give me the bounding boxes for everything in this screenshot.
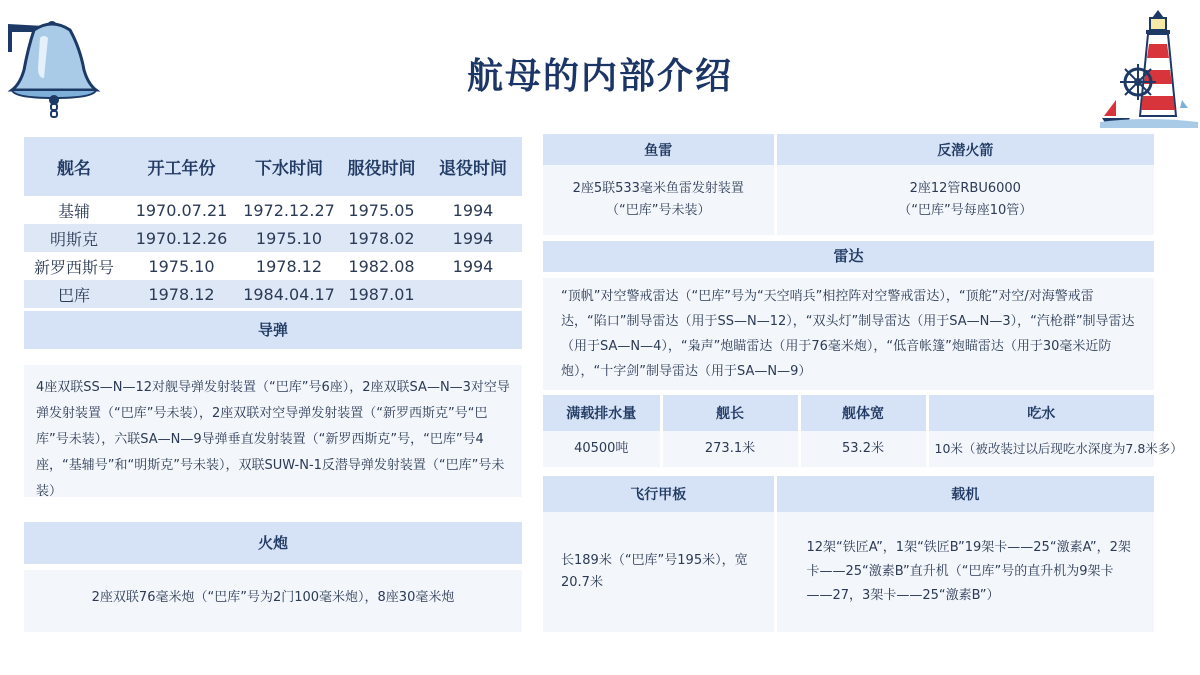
table-cell: 巴库 [24,280,124,308]
asw-rocket-cell [775,165,1154,235]
header-displacement: 满载排水量 [543,395,661,431]
header-torpedo: 鱼雷 [543,134,775,165]
header-aircraft: 载机 [775,476,1154,512]
table-cell: 1994 [452,200,494,220]
header-launch-date: 下水时间 [239,137,339,196]
displacement-value: 40500吨 [543,431,661,467]
asw-rocket-note: （“巴库”号每座10管） [898,203,1033,218]
table-cell: 1978.02 [339,224,424,252]
table-row [24,224,522,252]
missiles-header: 导弹 [24,311,522,349]
table-cell: 1975.10 [148,256,215,276]
header-flight-deck: 飞行甲板 [543,476,775,512]
length-value: 273.1米 [661,431,799,467]
draft-value: 10米（被改装过以后现吃水深度为7.8米多） [927,431,1154,467]
flight-deck-text: 长189米（“巴库”号195米），宽20.7米 [543,512,775,632]
header-commission-date: 服役时间 [339,137,424,196]
header-beam: 舰体宽 [799,395,927,431]
deck-aircraft-table [543,476,1154,632]
table-cell: 基辅 [57,201,90,221]
table-cell: 1972.12.27 [243,200,335,220]
table-cell: 1978.12 [255,256,323,276]
torpedo-line: 2座5联533毫米鱼雷发射装置 [572,181,744,196]
header-start-year: 开工年份 [124,137,239,196]
table-cell: 1978.12 [124,280,239,308]
torpedo-cell [543,165,775,235]
asw-rocket-line: 2座12管RBU6000 [909,181,1021,196]
radar-text: “顶帆”对空警戒雷达（“巴库”号为“天空哨兵”相控阵对空警戒雷达），“顶舵”对空/对海警戒雷达，“陷口”制导雷达（用于SS—N—12），“双头灯”制导雷达（用于SA—N—3），“汽枪群”制导雷达（用于SA—N—4），“枭声”炮瞄雷达（用于76毫米炮），“低音帐篷”炮瞄雷达（用于30毫米近防炮），“十字剑”制导雷达（用于SA—N—9） [543,278,1154,390]
radar-header: 雷达 [543,241,1154,272]
table-row [24,252,522,280]
table-row [24,196,522,224]
header-asw-rocket: 反潜火箭 [775,134,1154,165]
missiles-text: 4座双联SS—N—12对舰导弹发射装置（“巴库”号6座），2座双联SA—N—3对空导弹发射装置（“巴库”号未装），2座双联对空导弹发射装置（“新罗西斯克”号“巴库”号未装），六联SA—N—9导弹垂直发射装置（“新罗西斯克”号，“巴库”号4座，“基辅号”和“明斯克”号未装），双联SUW-N-1反潜导弹发射装置（“巴库”号未装） [24,365,522,497]
header-draft: 吃水 [927,395,1154,431]
table-cell: 1970.07.21 [135,200,228,220]
table-cell: 1987.01 [339,280,424,308]
table-row [24,280,522,308]
torpedo-note: （“巴库”号未装） [606,203,711,218]
ships-table [24,137,522,308]
table-cell: 1975.05 [348,200,415,220]
guns-header: 火炮 [24,522,522,564]
table-cell: 1984.04.17 [239,280,339,308]
table-cell: 1994 [424,224,522,252]
table-cell: 明斯克 [24,224,124,252]
aircraft-text: 12架“铁匠A”，1架“铁匠B”19架卡——25“激素A”，2架卡——25“激素B”直升机（“巴库”号的直升机为9架卡——27，3架卡——25“激素B”） [775,512,1154,632]
dimensions-table [543,395,1183,467]
table-cell: 1982.08 [348,256,415,276]
header-length: 舰长 [661,395,799,431]
torpedo-asw-table [543,134,1154,235]
table-cell: 新罗西斯号 [33,257,114,277]
page-title: 航母的内部介绍 [466,56,733,97]
beam-value: 53.2米 [799,431,927,467]
table-cell: 1994 [452,256,494,276]
header-retire-date: 退役时间 [424,137,522,196]
header-ship-name: 舰名 [24,137,124,196]
guns-text: 2座双联76毫米炮（“巴库”号为2门100毫米炮），8座30毫米炮 [24,570,522,632]
table-cell [424,280,522,308]
ships-table-header [24,137,522,196]
table-cell: 1970.12.26 [124,224,239,252]
table-cell: 1975.10 [239,224,339,252]
